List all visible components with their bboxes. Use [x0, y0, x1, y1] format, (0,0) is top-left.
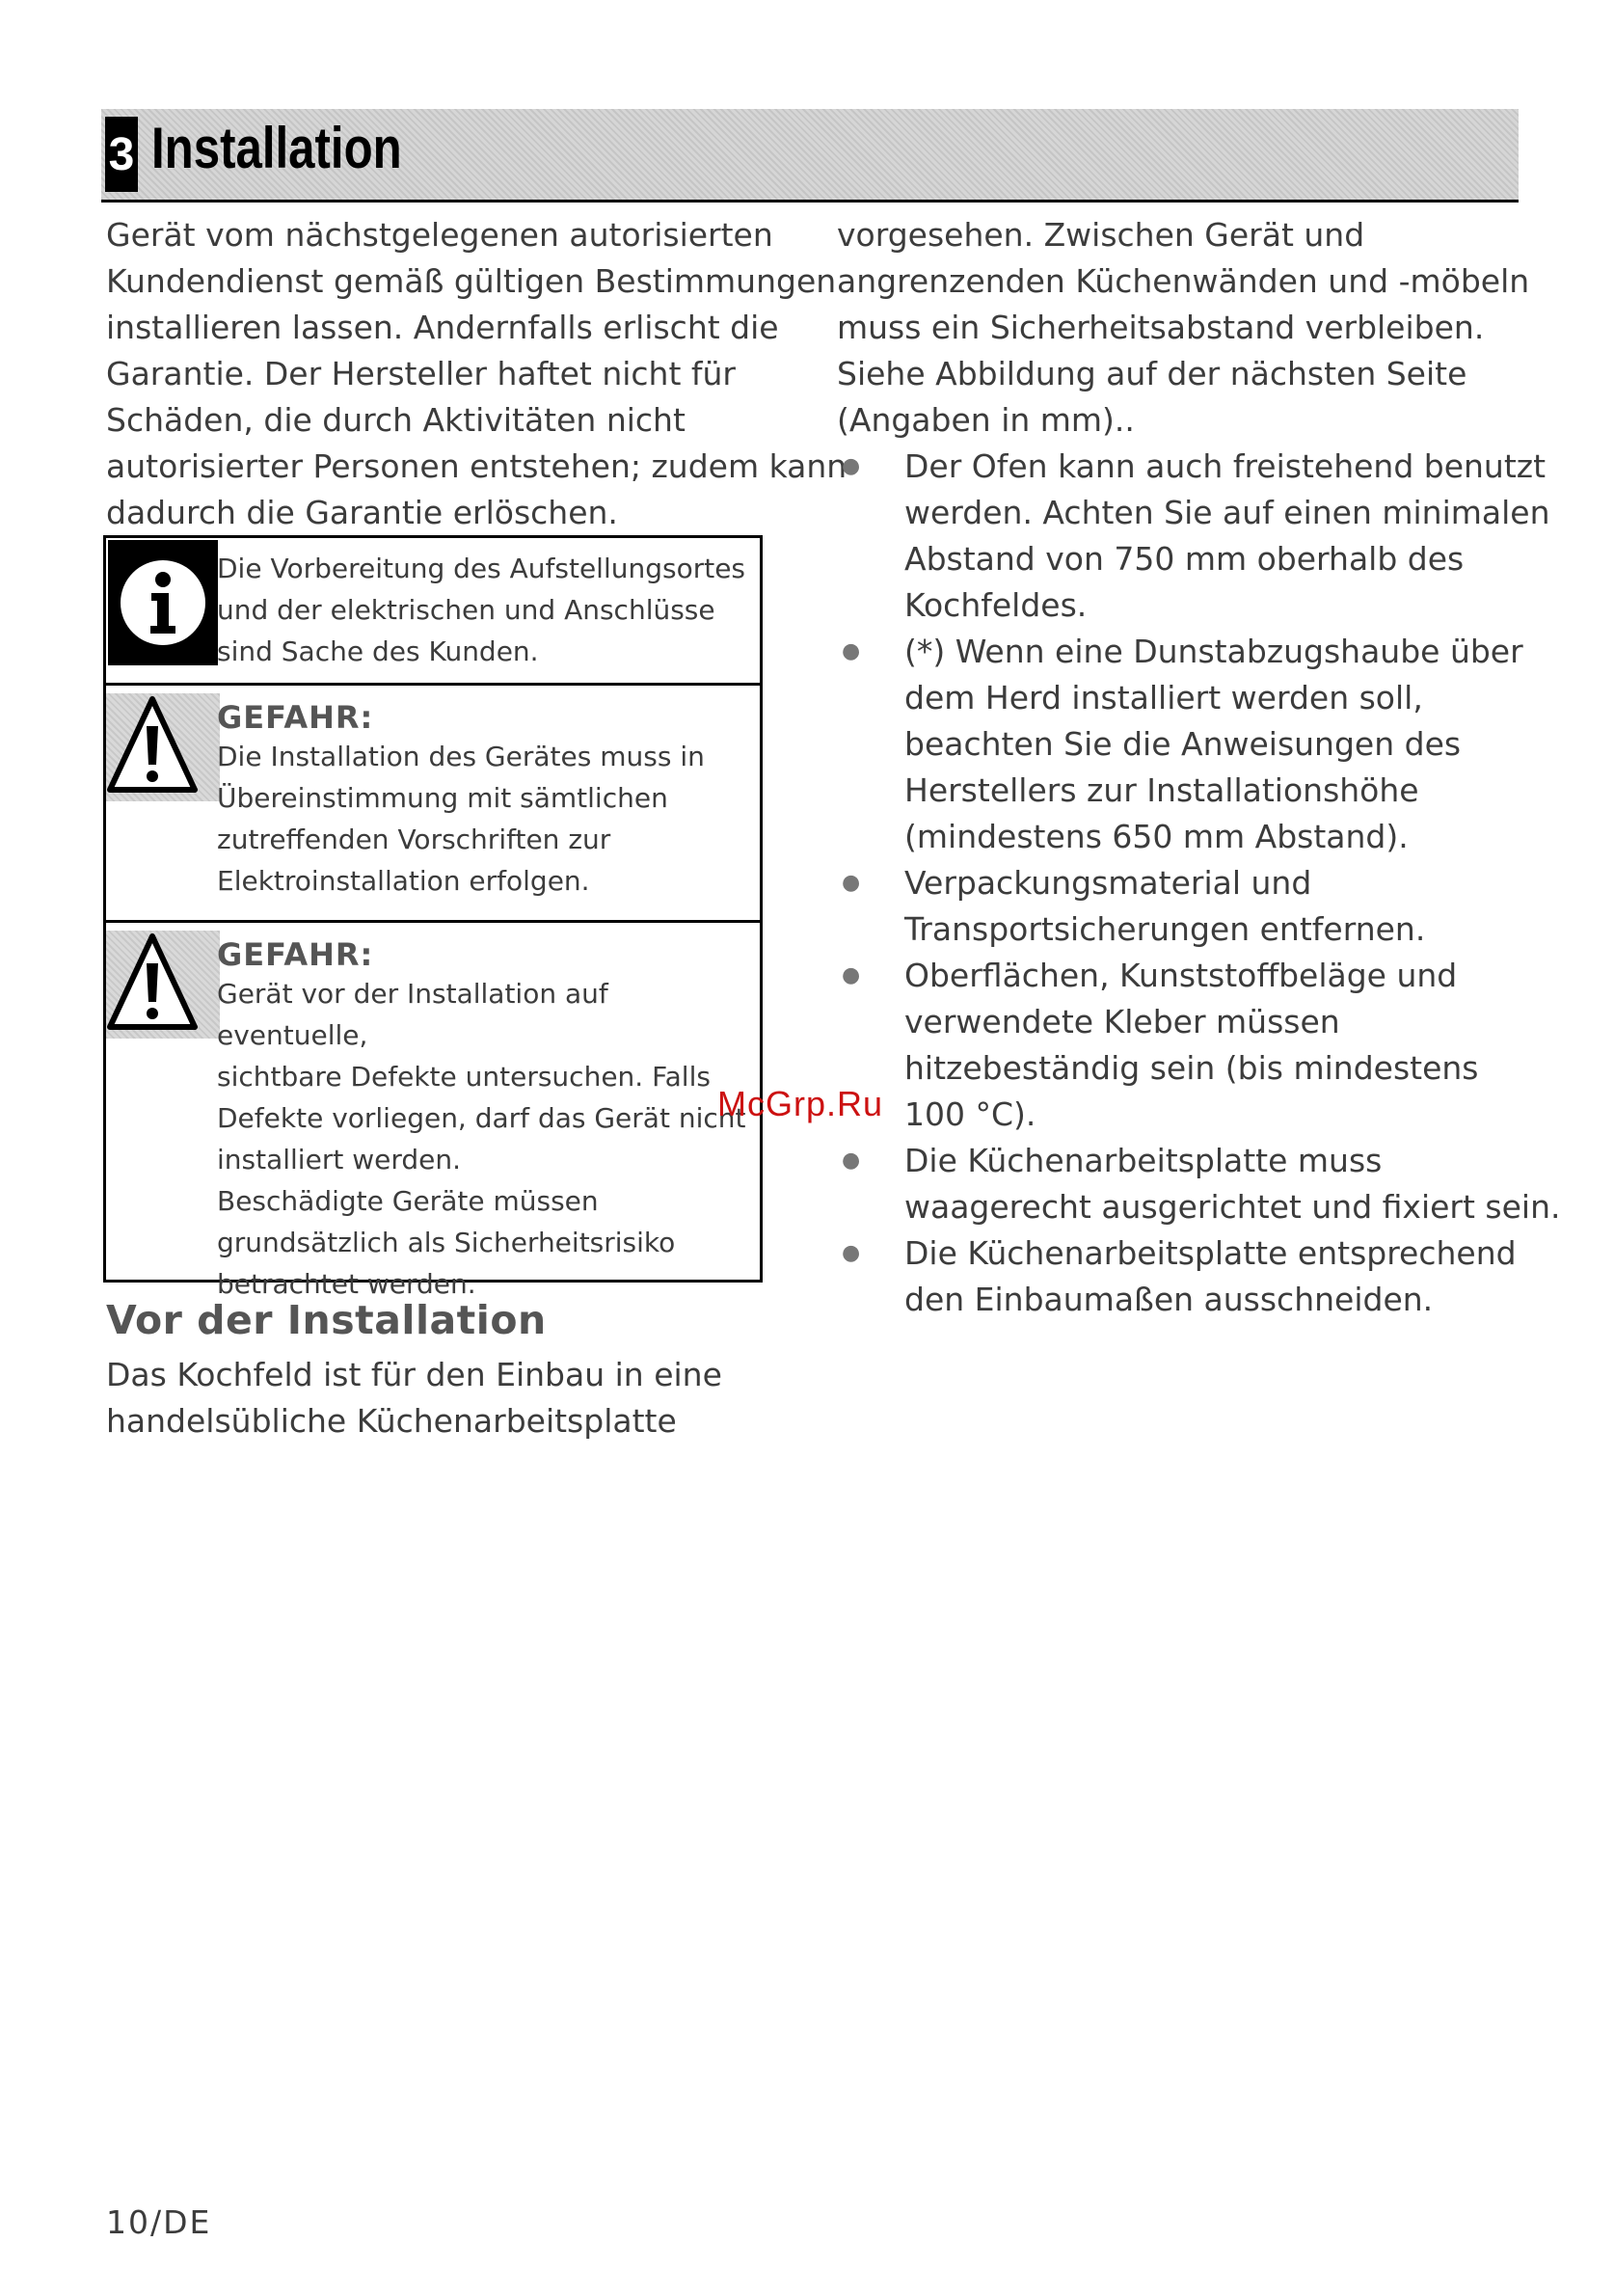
- notice-line: und der elektrischen und Anschlüsse: [217, 594, 715, 626]
- info-notice: [106, 538, 760, 686]
- notice-line: Beschädigte Geräte müssen: [217, 1185, 599, 1217]
- bullet-list: [837, 444, 1561, 1323]
- text-line: Kochfeldes.: [904, 586, 1088, 624]
- notice-line: sind Sache des Kunden.: [217, 635, 539, 667]
- watermark: McGrp.Ru: [717, 1084, 884, 1123]
- text-line: handelsübliche Küchenarbeitsplatte: [106, 1402, 677, 1440]
- danger-notice: [106, 686, 760, 923]
- chapter-number: 3: [105, 117, 138, 192]
- list-item: [837, 629, 1523, 860]
- text-line: beachten Sie die Anweisungen des: [904, 725, 1462, 763]
- bullet-icon: ●: [842, 963, 861, 987]
- text-line: Das Kochfeld ist für den Einbau in eine: [106, 1356, 722, 1393]
- left-intro-paragraph: [106, 212, 847, 536]
- text-line: Transportsicherungen entfernen.: [904, 910, 1426, 948]
- notice-line: Die Installation des Gerätes muss in: [217, 741, 705, 772]
- text-line: vorgesehen. Zwischen Gerät und: [837, 216, 1365, 254]
- list-item: [837, 444, 1550, 629]
- notice-line: grundsätzlich als Sicherheitsrisiko: [217, 1227, 676, 1258]
- bullet-icon: ●: [842, 454, 861, 478]
- danger-notice-text: [217, 936, 756, 1305]
- text-line: waagerecht ausgerichtet und fixiert sein.: [904, 1188, 1561, 1226]
- text-line: hitzebeständig sein (bis mindestens: [904, 1049, 1479, 1087]
- page-number: 10/DE: [106, 2203, 212, 2241]
- notice-line: sichtbare Defekte untersuchen. Falls: [217, 1061, 711, 1093]
- danger-title: GEFAHR:: [217, 699, 374, 736]
- warning-icon: [106, 931, 220, 1039]
- section-heading: Vor der Installation: [106, 1297, 547, 1343]
- text-line: den Einbaumaßen ausschneiden.: [904, 1281, 1434, 1318]
- list-item: [837, 1138, 1561, 1230]
- list-item: [837, 1230, 1517, 1323]
- text-line: Verpackungsmaterial und: [904, 864, 1312, 902]
- bullet-icon: ●: [842, 639, 861, 663]
- section-paragraph: [106, 1352, 722, 1445]
- text-line: Die Küchenarbeitsplatte muss: [904, 1142, 1383, 1179]
- text-line: Oberflächen, Kunststoffbeläge und: [904, 957, 1458, 994]
- text-line: installieren lassen. Andernfalls erlischt die: [106, 309, 779, 346]
- text-line: Herstellers zur Installationshöhe: [904, 771, 1419, 809]
- info-notice-text: [217, 548, 756, 672]
- notice-line: installiert werden.: [217, 1144, 461, 1175]
- danger-notice: [106, 923, 760, 1300]
- notice-line: Die Vorbereitung des Aufstellungsortes: [217, 553, 746, 584]
- text-line: verwendete Kleber müssen: [904, 1003, 1340, 1040]
- notice-box: [103, 535, 763, 1300]
- chapter-title: Installation: [151, 116, 402, 180]
- notice-line: Elektroinstallation erfolgen.: [217, 865, 590, 897]
- bullet-icon: ●: [842, 1148, 861, 1173]
- notice-line: Übereinstimmung mit sämtlichen: [217, 782, 668, 814]
- bullet-icon: ●: [842, 1241, 861, 1265]
- text-line: (*) Wenn eine Dunstabzugshaube über: [904, 633, 1523, 670]
- text-line: (Angaben in mm)..: [837, 401, 1135, 439]
- text-line: Garantie. Der Hersteller haftet nicht für: [106, 355, 736, 392]
- text-line: dem Herd installiert werden soll,: [904, 679, 1423, 716]
- text-line: Siehe Abbildung auf der nächsten Seite: [837, 355, 1467, 392]
- warning-icon: [106, 693, 220, 801]
- notice-line: Gerät vor der Installation auf eventuelle,: [217, 978, 608, 1051]
- right-column: [837, 212, 1561, 1323]
- bullet-icon: ●: [842, 871, 861, 895]
- list-item: [837, 860, 1512, 953]
- text-line: angrenzenden Küchenwänden und -möbeln: [837, 262, 1530, 300]
- text-line: Kundendienst gemäß gültigen Bestimmungen: [106, 262, 837, 300]
- text-line: muss ein Sicherheitsabstand verbleiben.: [837, 309, 1485, 346]
- chapter-header: [101, 109, 1519, 203]
- notice-line: betrachtet werden.: [217, 1268, 476, 1300]
- text-line: 100 °C).: [904, 1095, 1036, 1133]
- notice-line: Defekte vorliegen, darf das Gerät nicht: [217, 1102, 746, 1134]
- text-line: werden. Achten Sie auf einen minimalen: [904, 494, 1550, 531]
- list-item: [837, 953, 1512, 1138]
- text-line: autorisierter Personen entstehen; zudem kann: [106, 447, 847, 485]
- text-line: (mindestens 650 mm Abstand).: [904, 818, 1409, 855]
- text-line: dadurch die Garantie erlöschen.: [106, 494, 618, 531]
- text-line: Der Ofen kann auch freistehend benutzt: [904, 447, 1547, 485]
- text-line: Abstand von 750 mm oberhalb des: [904, 540, 1465, 578]
- danger-title: GEFAHR:: [217, 936, 374, 973]
- text-line: Die Küchenarbeitsplatte entsprechend: [904, 1234, 1517, 1272]
- info-icon: [108, 540, 218, 665]
- danger-notice-text: [217, 699, 756, 902]
- text-line: Schäden, die durch Aktivitäten nicht: [106, 401, 686, 439]
- notice-line: zutreffenden Vorschriften zur: [217, 824, 611, 855]
- text-line: Gerät vom nächstgelegenen autorisierten: [106, 216, 773, 254]
